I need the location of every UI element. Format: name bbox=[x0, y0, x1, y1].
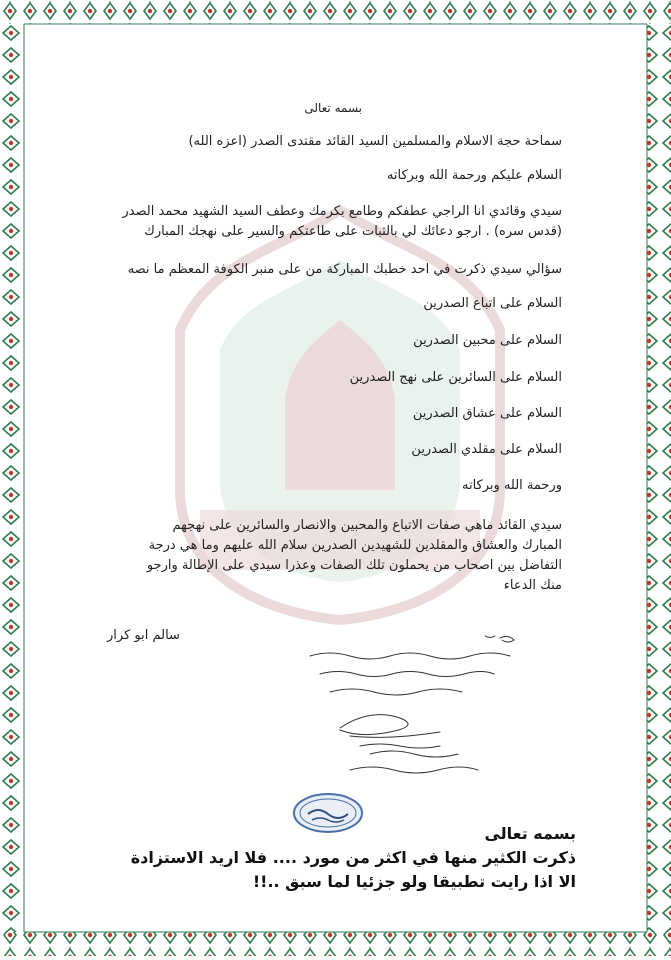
letter-question-line4: منك الدعاء bbox=[503, 578, 562, 593]
reply-line: ذكرت الكثير منها في اكثر من مورد .... فلا اريد الاستزادة bbox=[130, 848, 576, 867]
letter-intro-line1: سيدي وقائدي انا الراجي عطفكم وطامع بكرمك وعطف السيد الشهيد محمد الصدر bbox=[122, 204, 562, 219]
letter-intro-line2: (قدس سره) . ارجو دعائك لي بالثبات على طاعتكم والسير على نهجك المبارك bbox=[144, 224, 562, 239]
letter-question-line2: المبارك والعشاق والمقلدين للشهيدين الصدرين سلام الله عليهم وما هي درجة bbox=[148, 538, 562, 553]
salutation-line: السلام على مقلدي الصدرين bbox=[411, 442, 562, 457]
letter-question-line3: التفاضل بين اصحاب من يحملون تلك الصفات وعذرا سيدي على الإطالة وارجو bbox=[146, 558, 562, 573]
letter-closing: ورحمة الله وبركاته bbox=[462, 478, 562, 493]
reply-line: الا اذا رايت تطبيقا ولو جزئيا لما سبق ..!! bbox=[252, 872, 576, 891]
salutation-line: السلام على اتباع الصدرين bbox=[423, 296, 562, 311]
letter-addressee: سماحة حجة الاسلام والمسلمين السيد القائد مقتدى الصدر (اعزه الله) bbox=[188, 134, 562, 149]
letter-greeting: السلام عليكم ورحمة الله وبركاته bbox=[386, 168, 562, 183]
letter-basmala: بسمه تعالى bbox=[304, 101, 362, 115]
handwritten-signature bbox=[270, 630, 540, 780]
reply-basmala: بسمه تعالى bbox=[484, 824, 576, 843]
salutation-line: السلام على عشاق الصدرين bbox=[412, 406, 562, 421]
reply-block bbox=[131, 822, 576, 894]
letter-question-intro: سؤالي سيدي ذكرت في احد خطبك المباركة من على منبر الكوفة المعظم ما نصه bbox=[127, 262, 562, 277]
letter-question-line1: سيدي القائد ماهي صفات الاتباع والمحبين والانصار والسائرين على نهجهم bbox=[172, 518, 562, 533]
signer-name: سالم ابو كرار bbox=[107, 628, 180, 643]
salutation-line: السلام على السائرين على نهج الصدرين bbox=[349, 370, 562, 385]
salutation-line: السلام على محبين الصدرين bbox=[413, 333, 562, 348]
